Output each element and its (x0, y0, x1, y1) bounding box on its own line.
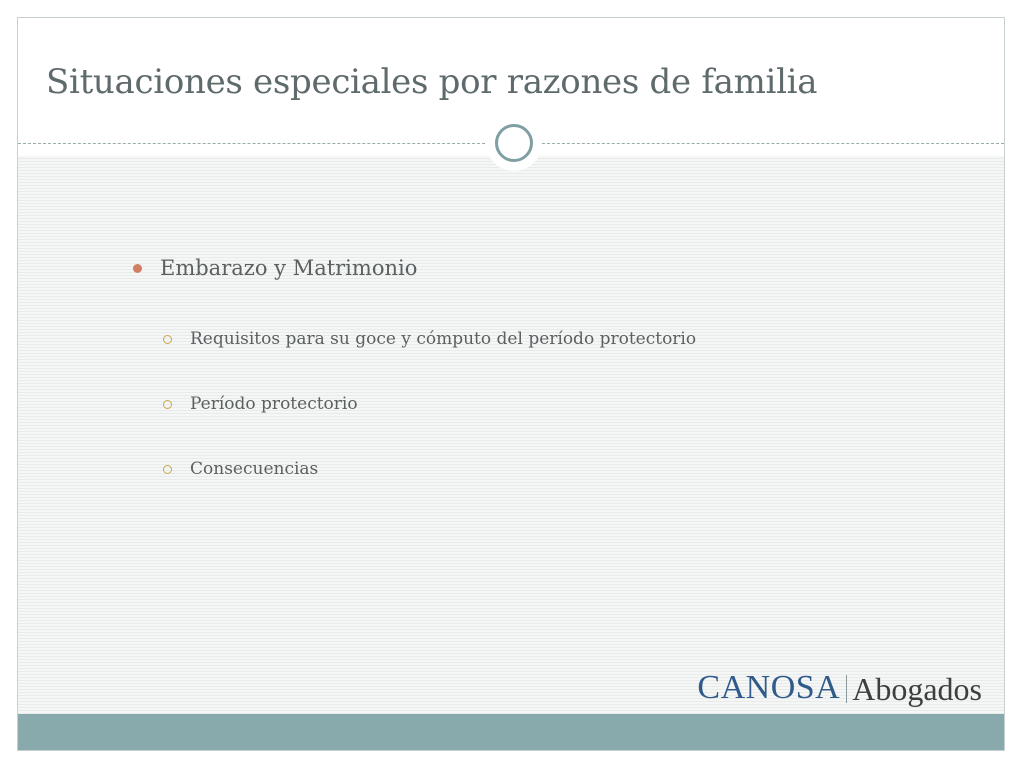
slide-title: Situaciones especiales por razones de familia (46, 62, 818, 102)
brand-name: CANOSA (697, 669, 841, 706)
slide (17, 17, 1005, 751)
brand-logo (697, 671, 982, 705)
filled-bullet-icon (133, 264, 142, 273)
brand-separator (846, 675, 847, 703)
hollow-bullet-icon (163, 465, 172, 474)
bullet-text: Embarazo y Matrimonio (160, 256, 418, 280)
sub-bullet-item (163, 459, 318, 479)
footer-band (18, 714, 1004, 750)
brand-subtitle: Abogados (852, 671, 982, 707)
ornament-ring (495, 124, 533, 162)
content-area (18, 156, 1004, 716)
bullet-item (133, 256, 417, 280)
sub-bullet-item (163, 329, 696, 349)
hollow-bullet-icon (163, 335, 172, 344)
sub-bullet-text: Requisitos para su goce y cómputo del período protectorio (190, 329, 697, 349)
sub-bullet-text: Consecuencias (190, 459, 319, 479)
sub-bullet-item (163, 394, 358, 414)
sub-bullet-text: Período protectorio (190, 394, 358, 414)
hollow-bullet-icon (163, 400, 172, 409)
circle-ornament-icon (486, 115, 542, 171)
